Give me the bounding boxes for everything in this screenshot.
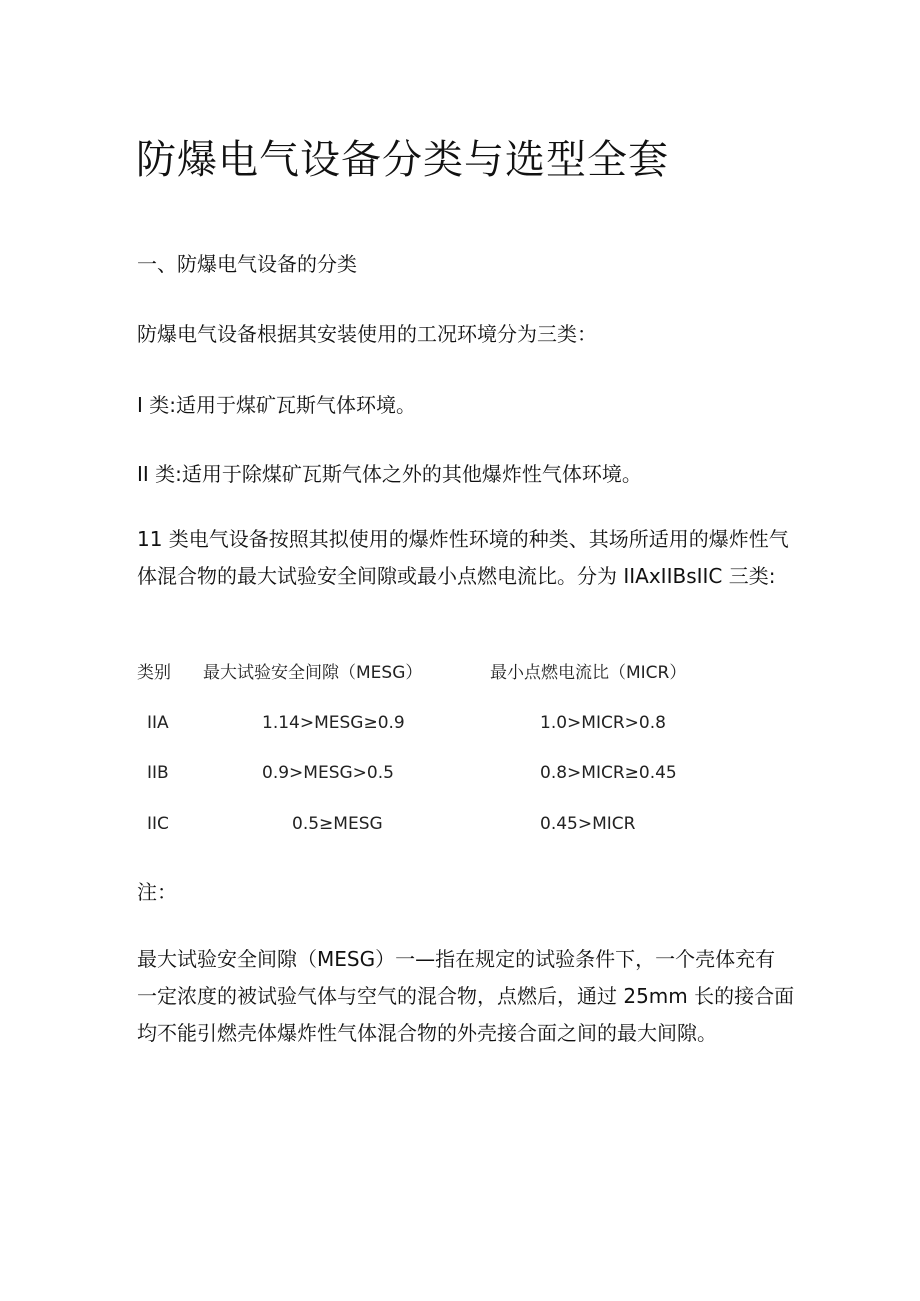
table-cell-micr: 0.45>MICR	[540, 814, 636, 834]
table-cell-micr: 1.0>MICR>0.8	[540, 713, 666, 733]
section-heading: 一、防爆电气设备的分类	[137, 252, 357, 276]
note-label: 注：	[137, 880, 177, 904]
class-2-paragraph: II 类:适用于除煤矿瓦斯气体之外的其他爆炸性气体环境。	[137, 462, 642, 486]
table-cell-category: IIA	[147, 713, 169, 733]
class-1-paragraph: I 类:适用于煤矿瓦斯气体环境。	[137, 393, 416, 417]
table-header-mesg: 最大试验安全间隙（MESG）	[203, 663, 423, 683]
table-cell-micr: 0.8>MICR≥0.45	[540, 763, 677, 783]
note-line-1: 最大试验安全间隙（MESG）一—指在规定的试验条件下，一个壳体充有	[137, 947, 776, 971]
document-title: 防爆电气设备分类与选型全套	[136, 137, 669, 183]
table-cell-category: IIB	[147, 763, 169, 783]
table-cell-mesg: 0.9>MESG>0.5	[262, 763, 394, 783]
class-2-detail-paragraph	[137, 521, 787, 595]
table-header-micr: 最小点燃电流比（MICR）	[490, 663, 687, 683]
table-header-category: 类别	[137, 663, 171, 683]
table-cell-mesg: 1.14>MESG≥0.9	[262, 713, 405, 733]
table-cell-mesg: 0.5≥MESG	[292, 814, 383, 834]
note-line-2: 一定浓度的被试验气体与空气的混合物，点燃后，通过 25mm 长的接合面	[137, 984, 795, 1008]
intro-paragraph: 防爆电气设备根据其安装使用的工况环境分为三类：	[137, 322, 597, 346]
note-paragraph	[137, 941, 795, 1052]
note-line-3: 均不能引燃壳体爆炸性气体混合物的外壳接合面之间的最大间隙。	[137, 1021, 717, 1045]
table-cell-category: IIC	[147, 814, 169, 834]
class-2-detail-line-1: 11 类电气设备按照其拟使用的爆炸性环境的种类、其场所适用的爆炸性气	[137, 527, 789, 551]
class-2-detail-line-2: 体混合物的最大试验安全间隙或最小点燃电流比。分为 IIAxIIBsIIC 三类:	[137, 564, 776, 588]
